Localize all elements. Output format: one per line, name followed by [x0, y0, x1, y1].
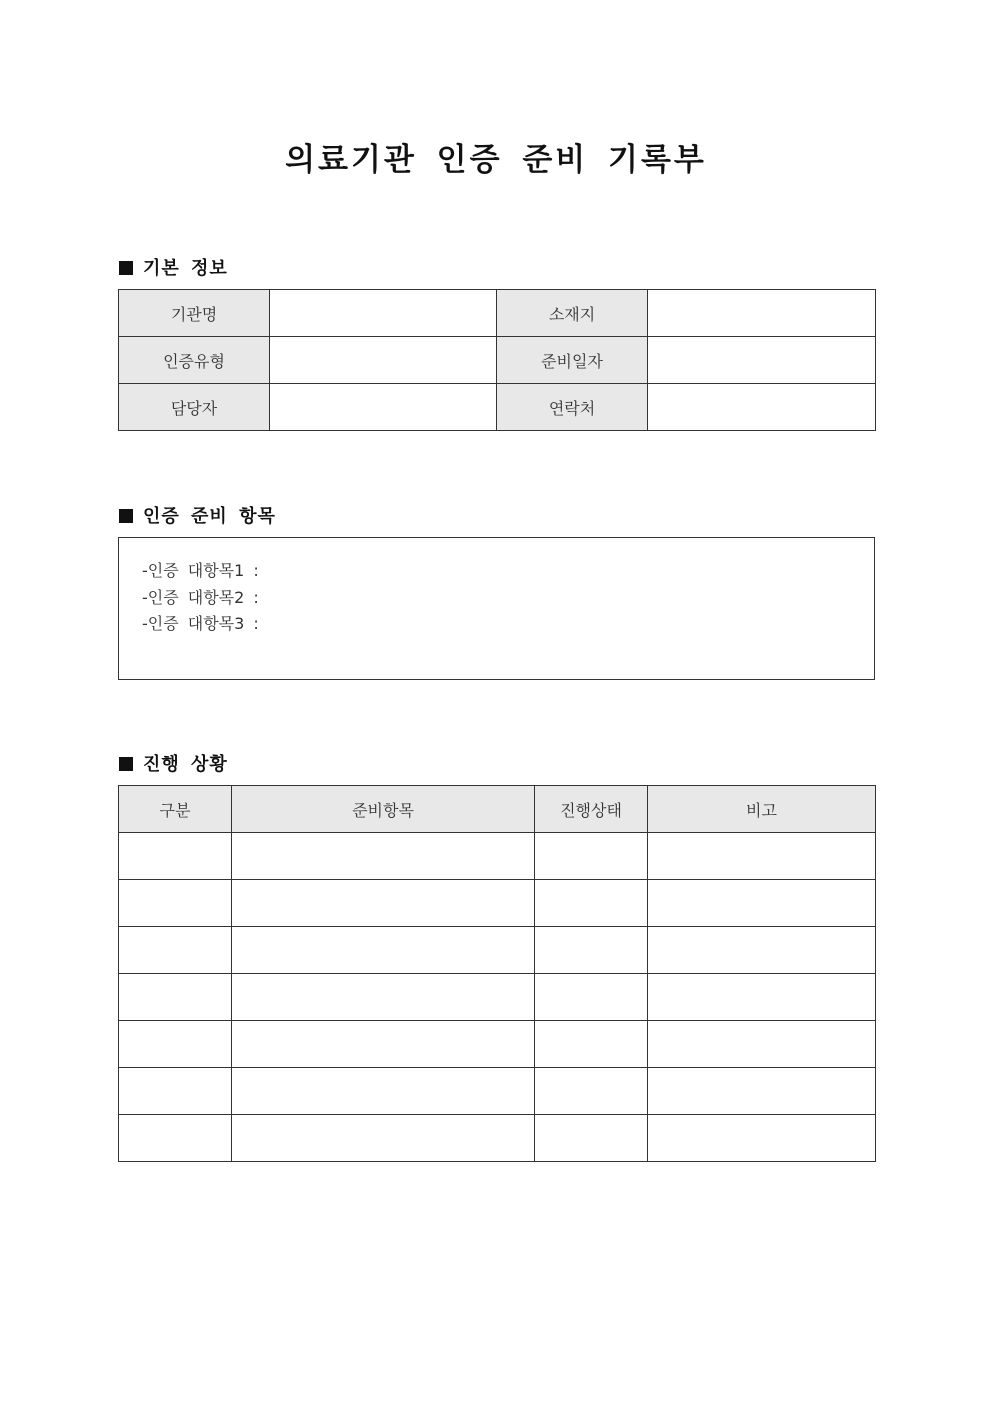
- list-item: -인증 대항목2 :: [142, 587, 259, 607]
- table-cell[interactable]: [232, 833, 535, 880]
- field-value-location[interactable]: [648, 290, 876, 337]
- column-header-prep-item: 준비항목: [232, 786, 535, 833]
- table-cell[interactable]: [232, 1021, 535, 1068]
- table-row: [119, 833, 876, 880]
- list-item: -인증 대항목1 :: [142, 561, 259, 580]
- field-label-cert-type: 인증유형: [119, 337, 270, 384]
- table-cell[interactable]: [648, 974, 876, 1021]
- field-label-prep-date: 준비일자: [497, 337, 648, 384]
- list-item: -인증 대항목3 :: [142, 614, 259, 633]
- field-label-location: 소재지: [497, 290, 648, 337]
- table-cell[interactable]: [232, 974, 535, 1021]
- progress-table: [118, 785, 876, 1162]
- field-value-manager[interactable]: [270, 384, 497, 431]
- table-cell[interactable]: [119, 880, 232, 927]
- square-bullet-icon: [119, 509, 133, 523]
- table-row: [119, 974, 876, 1021]
- table-cell[interactable]: [535, 1068, 648, 1115]
- table-cell[interactable]: [119, 1021, 232, 1068]
- field-label-institution: 기관명: [119, 290, 270, 337]
- section-heading-label: 진행 상황: [143, 754, 228, 775]
- field-value-cert-type[interactable]: [270, 337, 497, 384]
- table-cell[interactable]: [232, 1115, 535, 1162]
- table-cell[interactable]: [648, 1068, 876, 1115]
- table-cell[interactable]: [535, 1115, 648, 1162]
- table-cell[interactable]: [535, 880, 648, 927]
- table-row: [119, 337, 876, 384]
- section-heading-basic-info: [119, 254, 228, 280]
- prep-items-list: [142, 558, 259, 638]
- table-cell[interactable]: [648, 1021, 876, 1068]
- table-cell[interactable]: [119, 1115, 232, 1162]
- square-bullet-icon: [119, 757, 133, 771]
- table-row: [119, 927, 876, 974]
- table-cell[interactable]: [648, 1115, 876, 1162]
- table-cell[interactable]: [648, 833, 876, 880]
- prep-items-box[interactable]: [118, 537, 875, 680]
- field-label-manager: 담당자: [119, 384, 270, 431]
- basic-info-table: [118, 289, 876, 431]
- table-cell[interactable]: [232, 1068, 535, 1115]
- table-cell[interactable]: [119, 1068, 232, 1115]
- table-cell[interactable]: [648, 880, 876, 927]
- field-value-prep-date[interactable]: [648, 337, 876, 384]
- section-heading-label: 인증 준비 항목: [143, 506, 276, 527]
- section-heading-progress: [119, 750, 228, 776]
- table-row: [119, 1115, 876, 1162]
- column-header-remarks: 비고: [648, 786, 876, 833]
- field-value-institution[interactable]: [270, 290, 497, 337]
- table-cell[interactable]: [535, 927, 648, 974]
- field-value-contact[interactable]: [648, 384, 876, 431]
- table-cell[interactable]: [119, 833, 232, 880]
- section-heading-label: 기본 정보: [143, 258, 228, 279]
- table-row: [119, 880, 876, 927]
- section-heading-prep-items: [119, 502, 276, 528]
- table-cell[interactable]: [119, 974, 232, 1021]
- table-cell[interactable]: [648, 927, 876, 974]
- table-cell[interactable]: [232, 927, 535, 974]
- field-label-contact: 연락처: [497, 384, 648, 431]
- column-header-status: 진행상태: [535, 786, 648, 833]
- square-bullet-icon: [119, 261, 133, 275]
- page-title: 의료기관 인증 준비 기록부: [285, 142, 707, 178]
- table-row: [119, 1021, 876, 1068]
- table-cell[interactable]: [535, 833, 648, 880]
- table-header-row: [119, 786, 876, 833]
- table-cell[interactable]: [232, 880, 535, 927]
- table-row: [119, 384, 876, 431]
- table-cell[interactable]: [535, 974, 648, 1021]
- table-cell[interactable]: [119, 927, 232, 974]
- table-cell[interactable]: [535, 1021, 648, 1068]
- column-header-category: 구분: [119, 786, 232, 833]
- table-row: [119, 1068, 876, 1115]
- table-row: [119, 290, 876, 337]
